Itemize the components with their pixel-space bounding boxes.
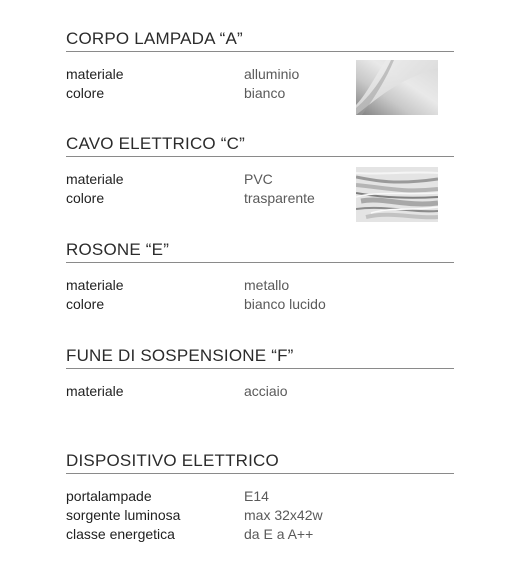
section-title: FUNE DI SOSPENSIONE “F”	[66, 346, 454, 369]
section-title: CORPO LAMPADA “A”	[66, 29, 454, 52]
section-title: ROSONE “E”	[66, 240, 454, 263]
spec-value: alluminio	[244, 66, 300, 82]
spec-rows	[66, 487, 454, 544]
spec-rows	[66, 382, 454, 401]
spec-row	[66, 506, 454, 525]
aluminium-white-sample-image	[356, 60, 438, 115]
spec-row	[66, 525, 454, 544]
spec-label: materiale	[66, 171, 124, 187]
spec-value: PVC	[244, 171, 273, 187]
spec-value: max 32x42w	[244, 507, 323, 523]
spec-row	[66, 295, 454, 314]
spec-value: metallo	[244, 277, 290, 293]
spec-label: colore	[66, 190, 105, 206]
spec-label: portalampade	[66, 488, 152, 504]
spec-value: bianco lucido	[244, 296, 326, 312]
spec-label: materiale	[66, 66, 124, 82]
spec-section-electrical-device	[66, 451, 454, 544]
section-title: DISPOSITIVO ELETTRICO	[66, 451, 454, 474]
spec-label: materiale	[66, 383, 124, 399]
spec-label: materiale	[66, 277, 124, 293]
spec-section-electric-cable	[66, 134, 454, 208]
spec-row	[66, 487, 454, 506]
spec-rows	[66, 276, 454, 314]
spec-label: classe energetica	[66, 526, 175, 542]
spec-label: sorgente luminosa	[66, 507, 181, 523]
spec-section-ceiling-rose	[66, 240, 454, 314]
spec-label: colore	[66, 296, 105, 312]
spec-row	[66, 276, 454, 295]
section-title: CAVO ELETTRICO “C”	[66, 134, 454, 157]
transparent-cable-sample-image	[356, 167, 438, 222]
spec-rows	[66, 65, 454, 103]
spec-section-suspension-cable	[66, 346, 454, 401]
spec-value: E14	[244, 488, 269, 504]
spec-row	[66, 382, 454, 401]
spec-value: da E a A++	[244, 526, 314, 542]
spec-rows	[66, 170, 454, 208]
spec-label: colore	[66, 85, 105, 101]
spec-section-lamp-body	[66, 29, 454, 103]
spec-value: trasparente	[244, 190, 315, 206]
spec-value: acciaio	[244, 383, 288, 399]
spec-value: bianco	[244, 85, 286, 101]
